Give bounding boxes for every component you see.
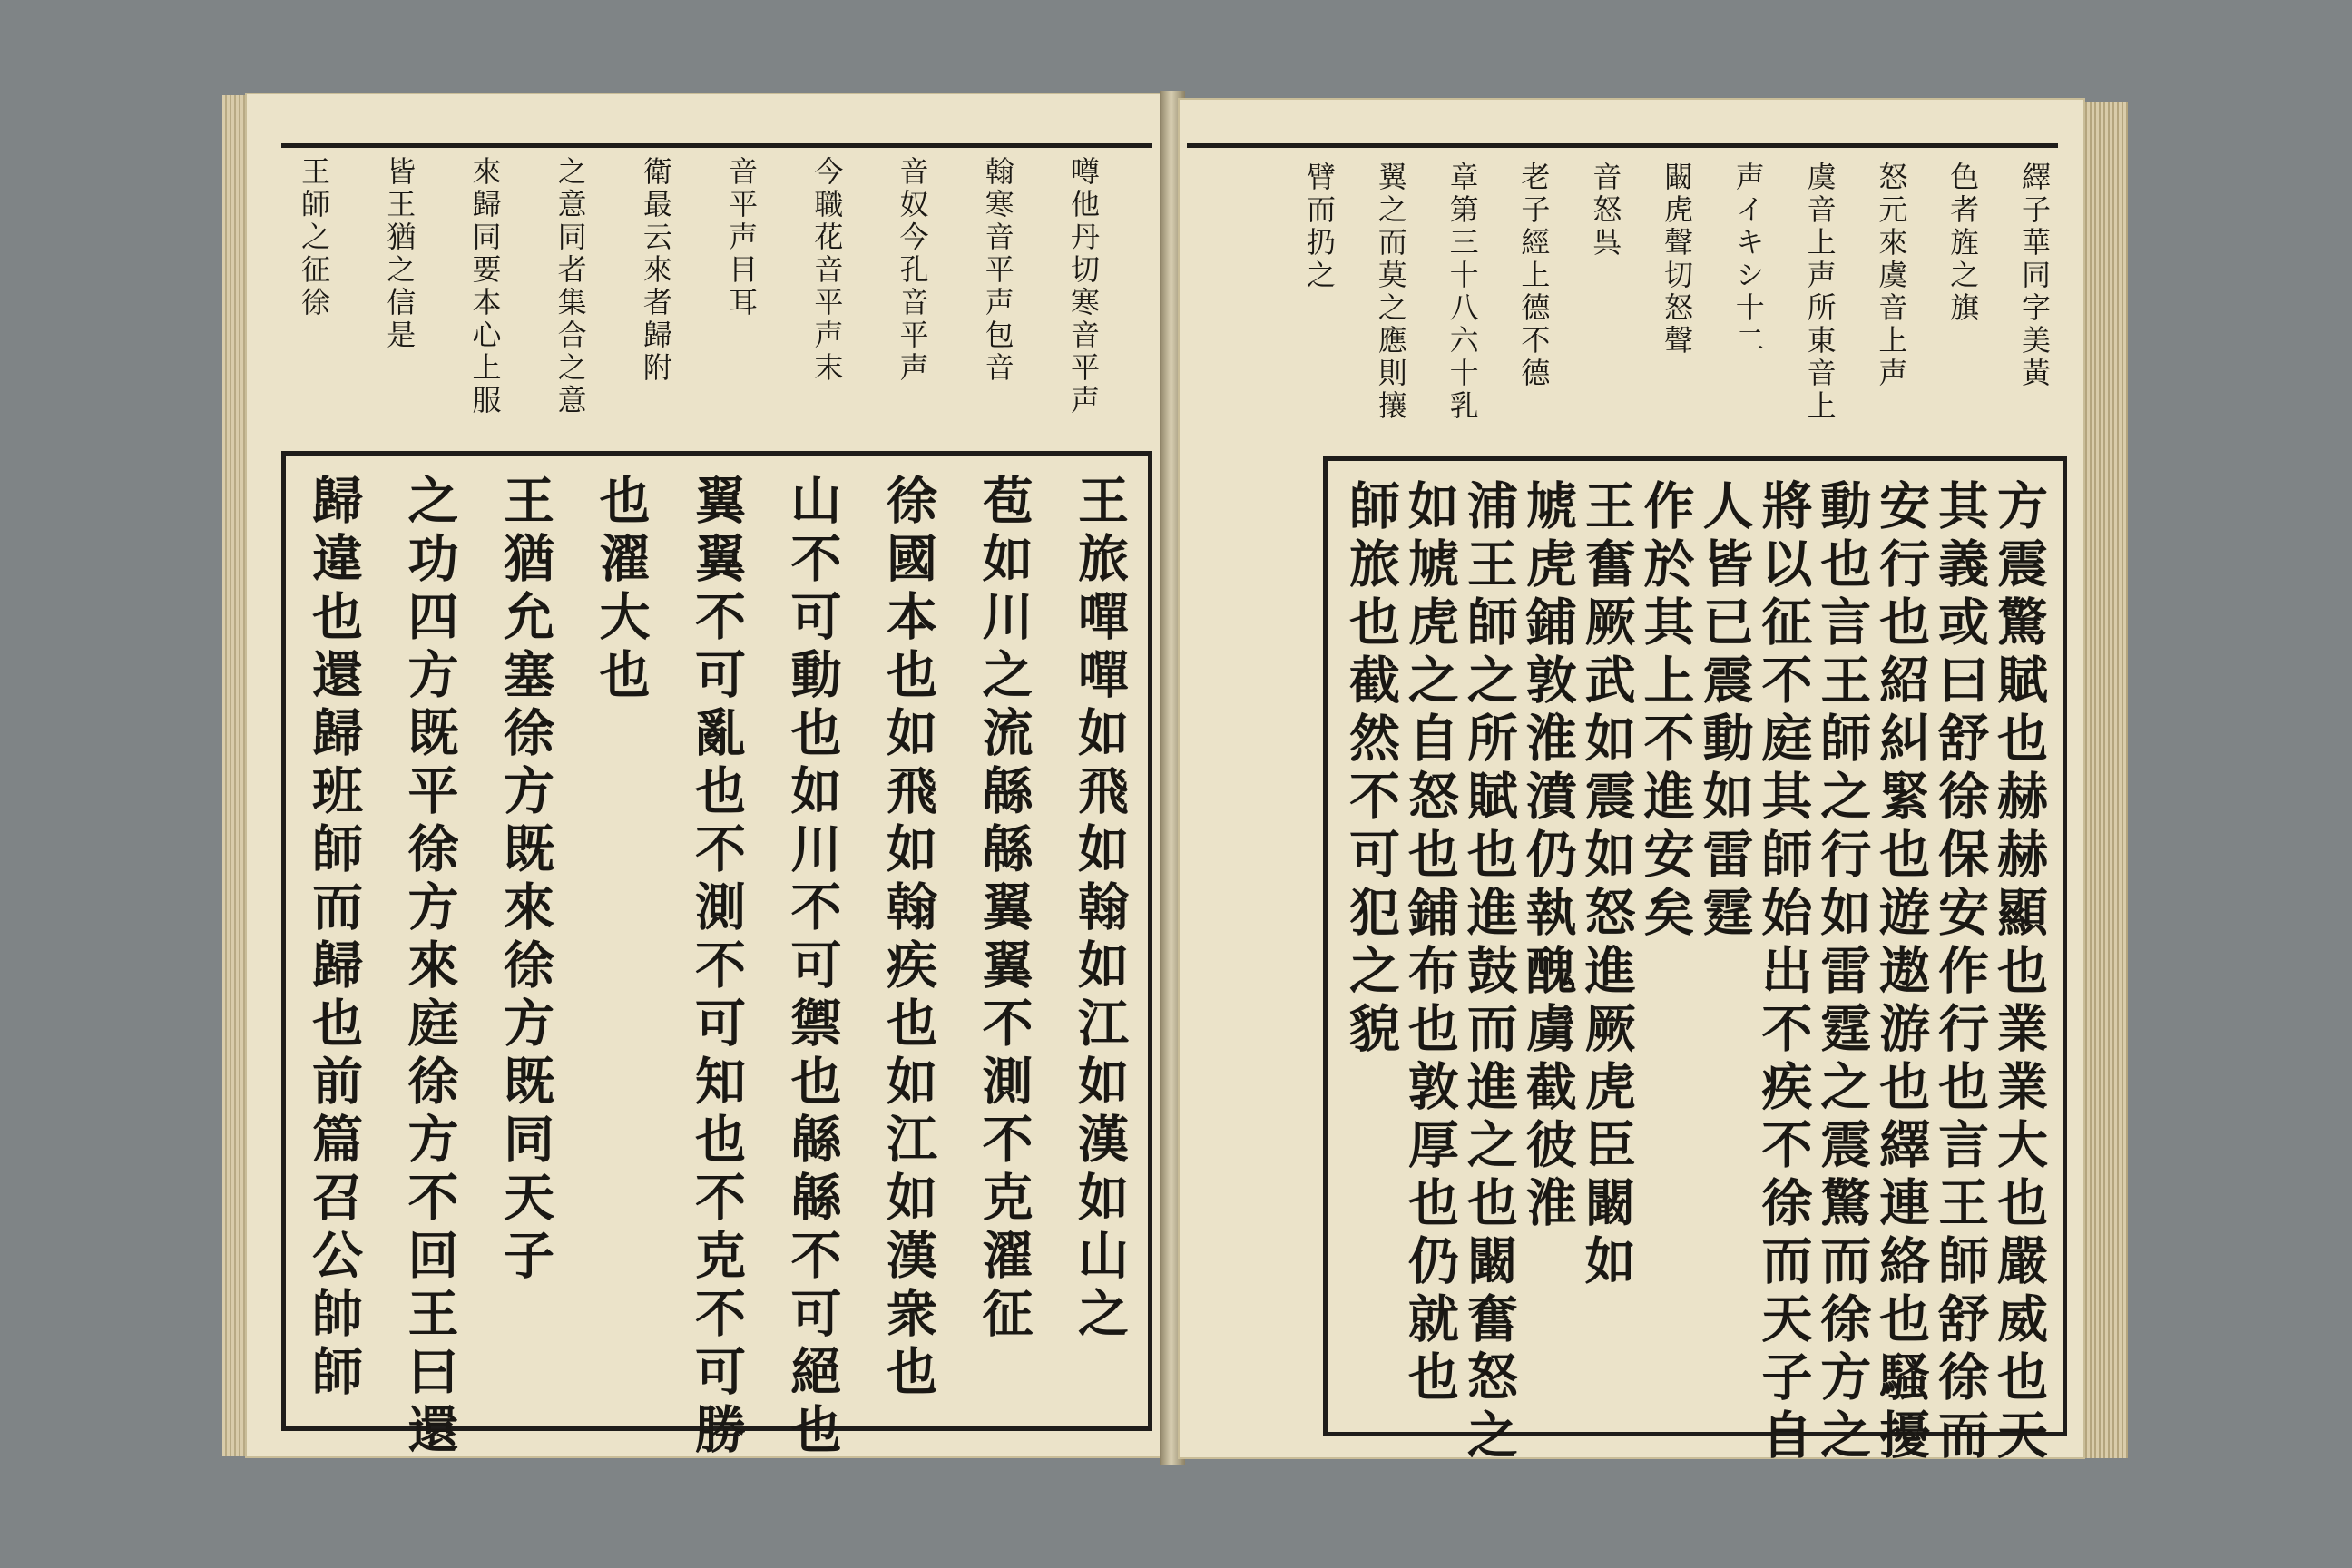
main-text-column: 方震驚賦也赫赫顯也業業大也嚴威也天 xyxy=(1988,479,2049,1466)
main-text-column: 安行也紹糾緊也遊遨游也繹連絡也騷擾 xyxy=(1871,479,1932,1466)
commentary-column: 虞音上声所東音上 xyxy=(1802,162,1838,423)
commentary-column: 翰寒音平声包音 xyxy=(980,156,1015,385)
main-text-column: 苞如川之流緜緜翼翼不測不克濯征 xyxy=(974,474,1034,1345)
main-text-column: 虓虎鋪敦淮濆仍執醜虜截彼淮 xyxy=(1517,479,1578,1234)
left-page xyxy=(245,93,1166,1461)
left-top-rule xyxy=(281,143,1152,148)
main-text-column: 山不可動也如川不可禦也緜緜不可絕也 xyxy=(782,474,843,1461)
main-text-column: 王猶允塞徐方既來徐方既同天子 xyxy=(495,474,555,1287)
commentary-column: 音奴今孔音平声 xyxy=(895,156,930,385)
commentary-column: 章第三十八六十乳 xyxy=(1445,162,1480,423)
commentary-column: 來歸同要本心上服 xyxy=(467,156,503,417)
main-text-column: 之功四方既平徐方來庭徐方不回王曰還 xyxy=(399,474,460,1461)
commentary-column: 繹子華同字美黃 xyxy=(2016,162,2052,390)
commentary-column: 怒元來虞音上声 xyxy=(1874,162,1909,390)
main-text-column: 如虓虎之自怒也鋪布也敦厚也仍就也 xyxy=(1399,479,1460,1408)
main-text-column: 作於其上不進安矣 xyxy=(1635,479,1696,944)
main-text-column: 將以征不庭其師始出不疾不徐而天子自 xyxy=(1753,479,1814,1466)
commentary-column: 声イキシ十二 xyxy=(1730,162,1766,358)
main-text-column: 王奮厥武如震如怒進厥虎臣闞如 xyxy=(1576,479,1637,1292)
main-text-column: 歸違也還歸班師而歸也前篇召公帥師 xyxy=(304,474,364,1403)
commentary-column: 老子經上德不德 xyxy=(1516,162,1552,390)
commentary-column: 噂他丹切寒音平声 xyxy=(1065,156,1101,417)
left-main-text xyxy=(304,474,1130,1461)
main-text-column: 也濯大也 xyxy=(591,474,652,706)
commentary-column: 臂而扔之 xyxy=(1302,162,1337,292)
commentary-column: 今職花音平声末 xyxy=(809,156,845,385)
right-top-rule xyxy=(1187,143,2058,148)
commentary-column: 翼之而莫之應則攘 xyxy=(1373,162,1408,423)
main-text-column: 人皆已震動如雷霆 xyxy=(1694,479,1755,944)
right-page xyxy=(1178,98,2085,1466)
right-main-text xyxy=(1341,479,2049,1466)
main-text-column: 徐國本也如飛如翰疾也如江如漢衆也 xyxy=(878,474,938,1403)
commentary-column: 色者旌之旗 xyxy=(1945,162,1981,325)
commentary-column: 皆王猶之信是 xyxy=(382,156,417,352)
commentary-column: 闞虎聲切怒聲 xyxy=(1659,162,1694,358)
commentary-column: 之意同者集合之意 xyxy=(553,156,588,417)
commentary-column: 衛最云來者歸附 xyxy=(638,156,673,385)
commentary-column: 音平声目耳 xyxy=(724,156,760,319)
main-text-column: 王旅嘽嘽如飛如翰如江如漢如山之 xyxy=(1070,474,1130,1345)
commentary-column: 王師之征徐 xyxy=(297,156,331,319)
main-text-column: 翼翼不可亂也不測不可知也不克不可勝 xyxy=(687,474,747,1461)
main-text-column: 師旅也截然不可犯之貌 xyxy=(1341,479,1401,1060)
commentary-column: 音怒呉 xyxy=(1588,162,1623,260)
main-text-column: 浦王師之所賦也進鼓而進之也闞奮怒之 xyxy=(1458,479,1519,1466)
main-text-column: 其義或曰舒徐保安作行也言王師舒徐而 xyxy=(1930,479,1991,1466)
main-text-column: 動也言王師之行如雷霆之震驚而徐方之 xyxy=(1812,479,1873,1466)
right-page-edges xyxy=(2078,102,2128,1458)
